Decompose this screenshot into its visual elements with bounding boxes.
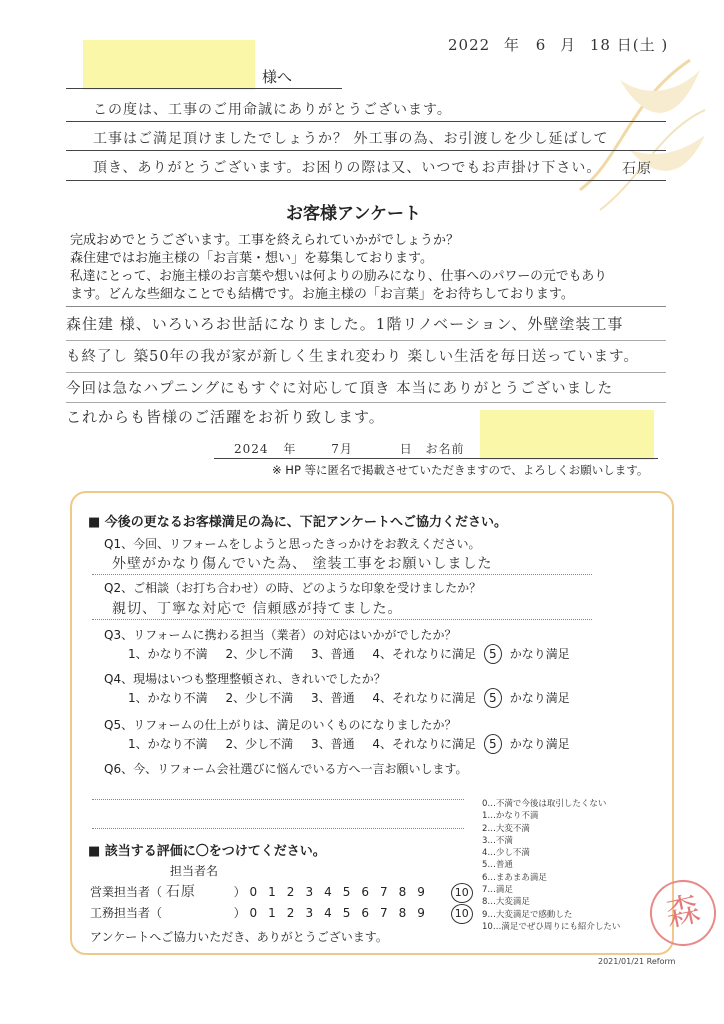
works-staff-row: 工務担当者（ ） 0123456789 10 — [90, 904, 473, 924]
survey-intro-4: ます。どんな些細なことでも結構です。お施主様の「お言葉」をお待ちしております。 — [70, 287, 574, 302]
recipient-name-redaction — [83, 40, 255, 90]
customer-name-redaction — [480, 410, 654, 460]
rating-legend: 0…不満で今後は取引したくない 1…かなり不満 2…大変不満 3…不満 4…少し不満 5…普通 6…まあまあ満足 7…満足 8…大変満足 9…大変満足で感動した 10…満足でぜひ周りにも紹介したい — [482, 799, 621, 932]
letter-signature: 石原 — [622, 161, 652, 177]
letter-line-1: この度は、工事のご用命誠にありがとうございます。 — [93, 102, 452, 118]
sales-rating-10[interactable]: 10 — [451, 883, 473, 903]
salutation-underline — [66, 88, 342, 89]
sales-staff-name: 石原 — [165, 884, 196, 900]
q5-scale: 1、かなり不満 2、少し不満 3、普通 4、それなりに満足 5 かなり満足 — [128, 734, 570, 754]
letter-line-3: 頂き、ありがとうございます。お困りの際は又、いつでもお声掛け下さい。 — [93, 160, 602, 176]
works-rating-10[interactable]: 10 — [451, 904, 473, 924]
q4-label: Q4、現場はいつも整理整頓され、きれいでしたか？ — [104, 672, 386, 686]
sales-staff-row: 営業担当者（ 石原 ） 0123456789 10 — [90, 881, 473, 903]
footer-version: 2021/01/21 Reform — [598, 957, 676, 966]
q4-selected-5[interactable]: 5 — [484, 688, 502, 708]
survey-notice: ※ HP 等に匿名で掲載させていただきますので、よろしくお願いします。 — [272, 463, 649, 477]
customer-comment-1: 森住建 様、いろいろお世話になりました。1階リノベーション、外壁塗装工事 — [66, 315, 624, 333]
survey-sign-date: 2024 年 7月 日 お名前 — [234, 442, 465, 456]
customer-comment-4: これからも皆様のご活躍をお祈り致します。 — [66, 408, 385, 426]
customer-comment-3: 今回は急なハプニングにもすぐに対応して頂き 本当にありがとうございました — [66, 381, 614, 397]
staff-name-header: 担当者名 — [170, 864, 219, 878]
survey-intro-1: 完成おめでとうございます。工事を終えられていかがでしょうか？ — [70, 233, 459, 248]
handwritten-stamp: 森 — [644, 874, 722, 952]
thanks-text: アンケートへご協力いただき、ありがとうございます。 — [90, 930, 388, 944]
evaluation-heading: ■ 該当する評価に〇をつけてください。 — [88, 844, 326, 859]
letter-line-2: 工事はご満足頂けましたでしょうか？ 外工事の為、お引渡しを少し延ばして — [93, 131, 609, 147]
q3-selected-5[interactable]: 5 — [484, 644, 502, 664]
q6-label: Q6、今、リフォーム会社選びに悩んでいる方へ一言お願いします。 — [104, 762, 468, 776]
q5-selected-5[interactable]: 5 — [484, 734, 502, 754]
q5-label: Q5、リフォームの仕上がりは、満足のいくものになりましたか？ — [104, 718, 457, 732]
q3-scale: 1、かなり不満 2、少し不満 3、普通 4、それなりに満足 5 かなり満足 — [128, 644, 570, 664]
questionnaire-heading: ■ 今後の更なるお客様満足の為に、下記アンケートへご協力ください。 — [88, 515, 508, 530]
q3-label: Q3、リフォームに携わる担当（業者）の対応はいかがでしたか？ — [104, 628, 457, 642]
survey-intro-3: 私達にとって、お施主様のお言葉や想いは何よりの励みになり、仕事へのパワーの元でもあり — [70, 269, 607, 284]
q4-scale: 1、かなり不満 2、少し不満 3、普通 4、それなりに満足 5 かなり満足 — [128, 688, 570, 708]
q2-label: Q2、ご相談（お打ち合わせ）の時、どのような印象を受けましたか？ — [104, 581, 482, 595]
salutation: 様へ — [262, 68, 293, 86]
survey-title: お客様アンケート — [286, 204, 421, 224]
q1-label: Q1、今回、リフォームをしようと思ったきっかけをお教えください。 — [104, 537, 481, 551]
q1-answer: 外壁がかなり傷んでいた為、 塗装工事をお願いしました — [112, 556, 493, 572]
customer-comment-2: も終了し 築50年の我が家が新しく生まれ変わり 楽しい生活を毎日送っています。 — [66, 349, 640, 365]
q2-answer: 親切、丁寧な対応で 信頼感が持てました。 — [112, 601, 403, 617]
survey-intro-2: 森住建ではお施主様の「お言葉・想い」を募集しております。 — [70, 251, 433, 266]
letter-date: 2022 年 6 月 18 日(土 ) — [448, 36, 669, 54]
